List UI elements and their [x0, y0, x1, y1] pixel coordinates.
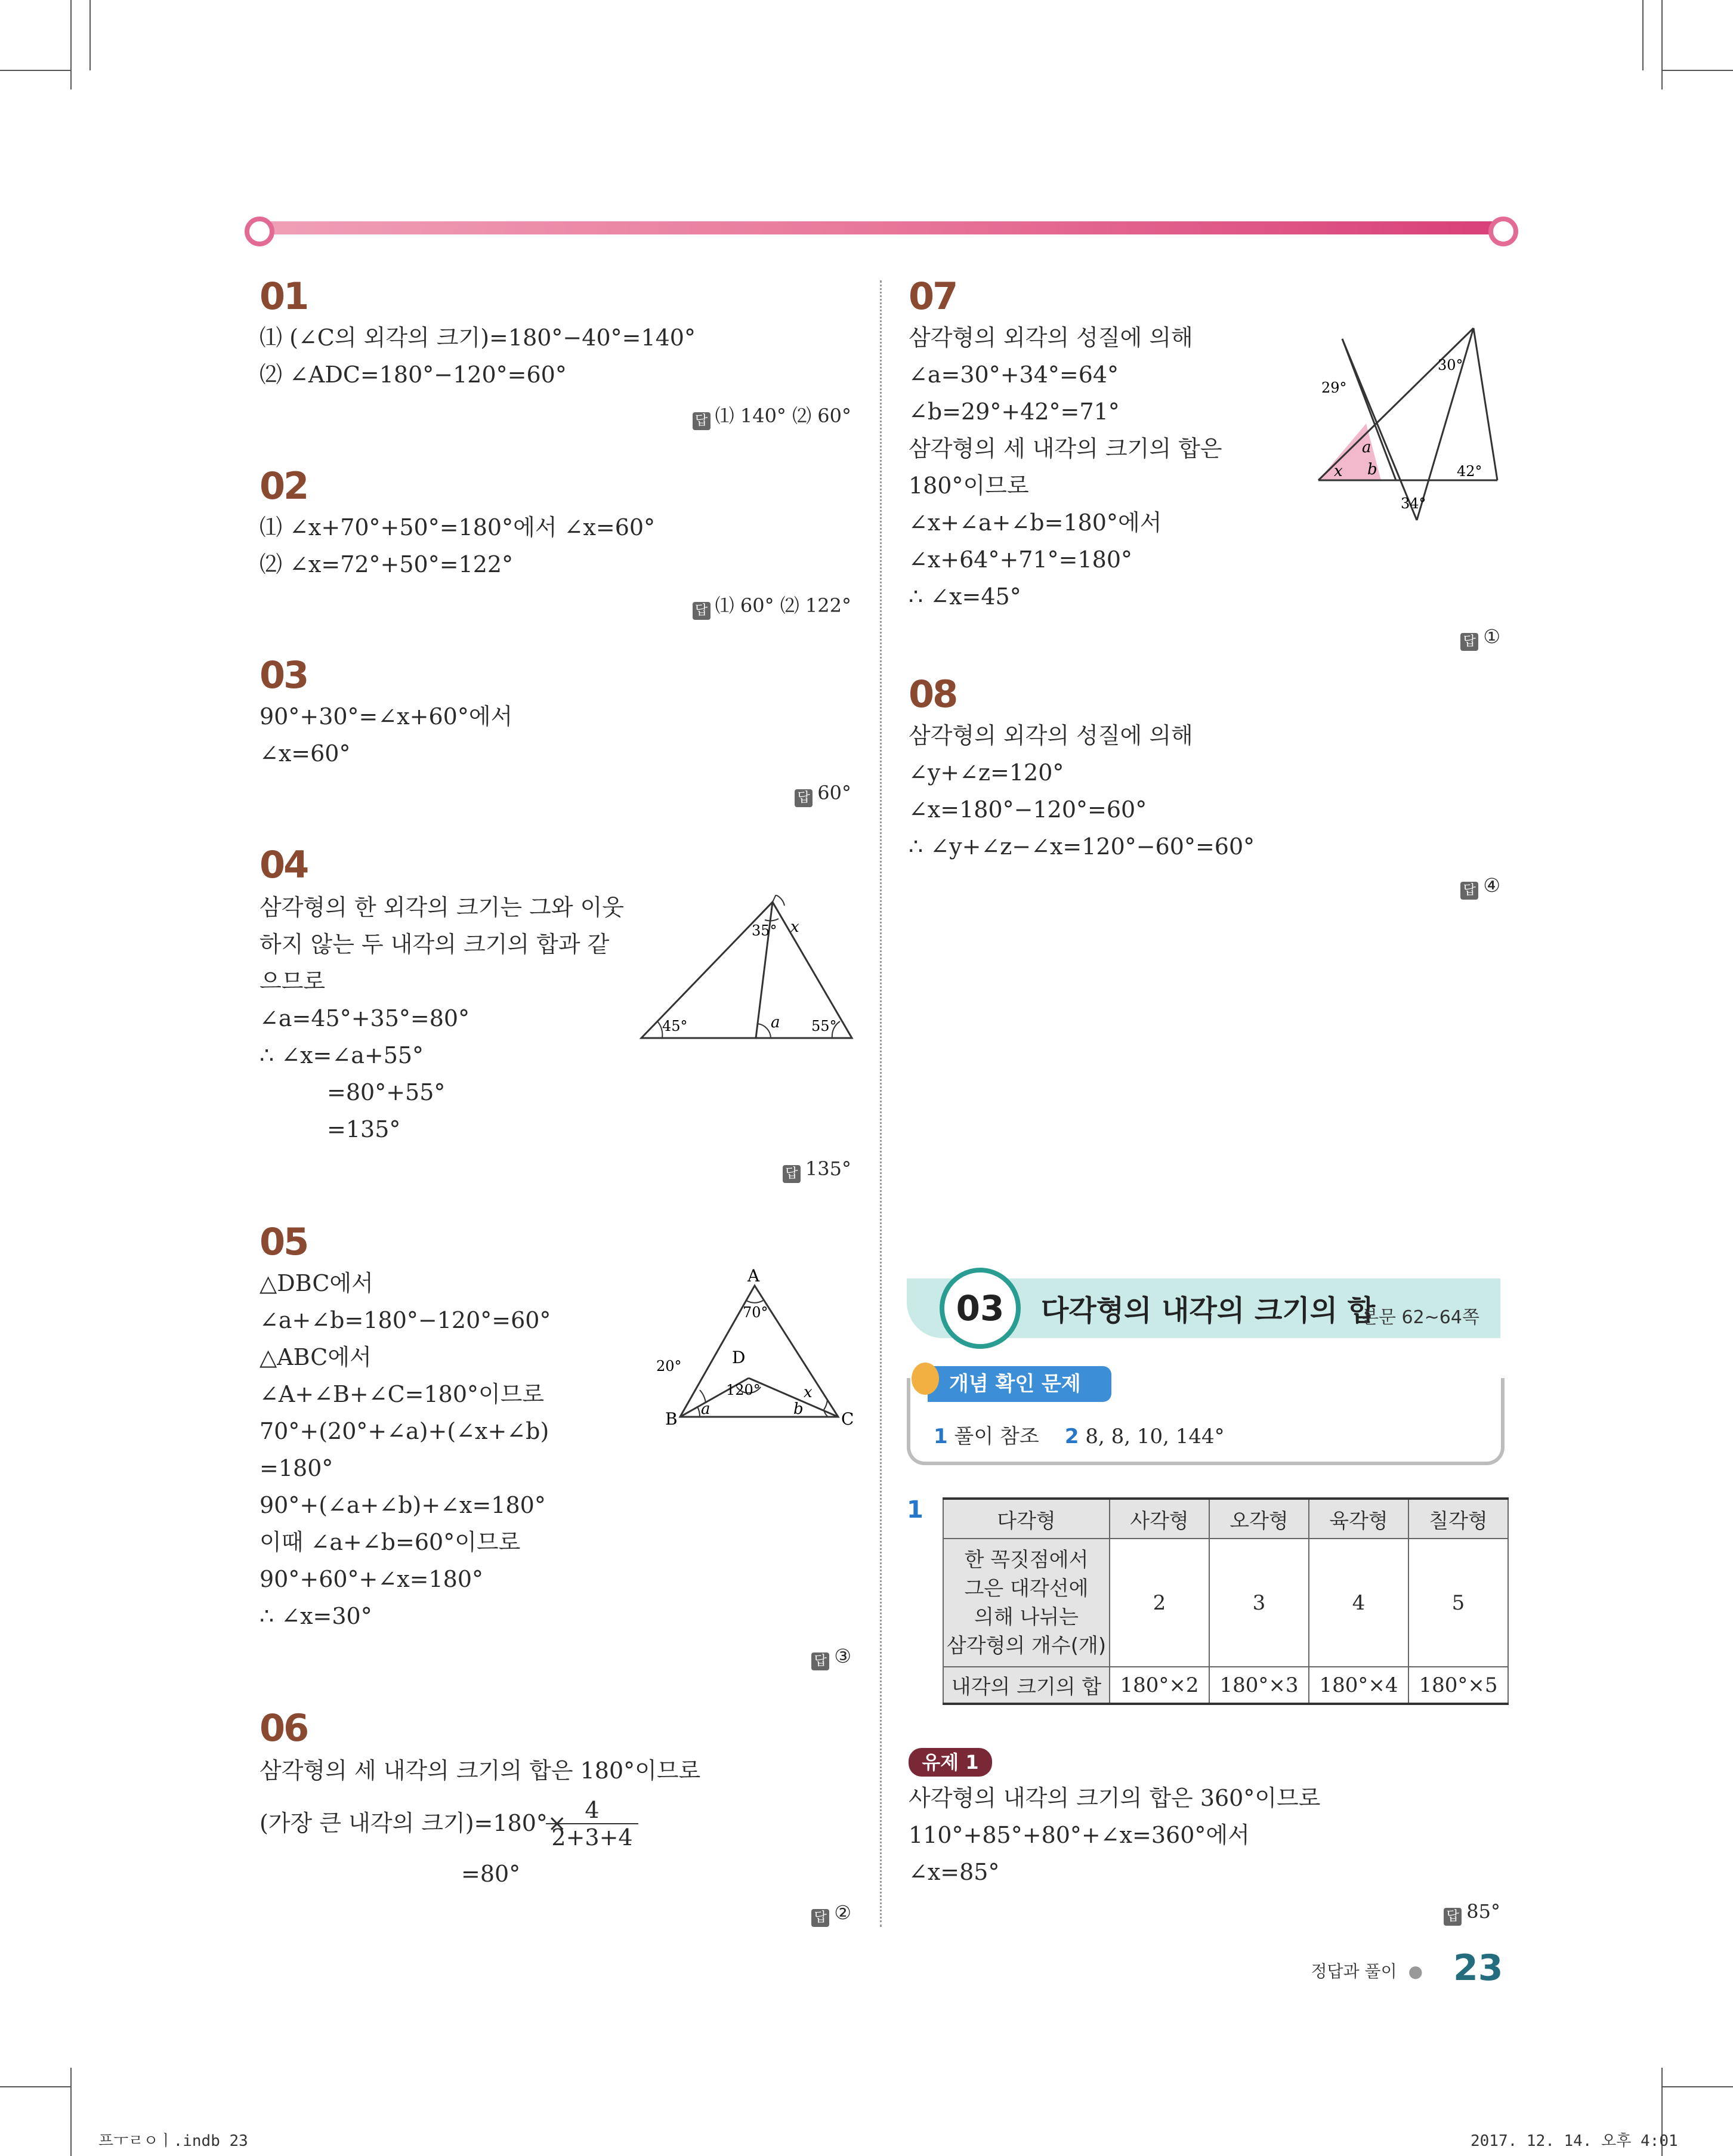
angle-label: b: [1367, 461, 1377, 478]
answer: [1460, 874, 1500, 900]
angle-label: a: [771, 1014, 780, 1031]
angle-label: 30°: [1438, 357, 1463, 373]
fraction-numerator: 4: [546, 1797, 638, 1824]
problem-number: 08: [909, 672, 957, 716]
table-header: 다각형: [943, 1499, 1110, 1539]
answer-text: 85°: [1466, 1900, 1500, 1923]
answer: [693, 591, 851, 620]
answer-badge-icon: 답: [811, 1909, 829, 1927]
print-info-right: 2017. 12. 14. 오후 4:01: [1471, 2132, 1678, 2150]
crop-mark: [1663, 70, 1733, 71]
solution-line: ∴ ∠x=∠a+55°: [260, 1042, 424, 1068]
star-figure-07: [1312, 322, 1509, 549]
answer: [811, 1901, 851, 1927]
problem-number: 01: [260, 274, 308, 318]
table-cell: 180°×2: [1110, 1667, 1209, 1704]
row-header: [943, 1539, 1110, 1667]
table-header: 칠각형: [1408, 1499, 1508, 1539]
angle-label: x: [790, 918, 799, 936]
column-divider: [880, 280, 882, 1927]
fraction-denominator: 2+3+4: [551, 1824, 633, 1851]
answer: [693, 401, 851, 430]
section-title: 다각형의 내각의 크기의 합: [1041, 1294, 1376, 1327]
solution-line: 110°+85°+80°+∠x=360°에서: [909, 1822, 1250, 1848]
solution-line: (가장 큰 내각의 크기)=180°×: [260, 1810, 567, 1836]
angle-label: b: [793, 1400, 804, 1418]
solution-line: 사각형의 내각의 크기의 합은 360°이므로: [909, 1785, 1321, 1811]
row-header-line: 한 꼭짓점에서: [964, 1547, 1089, 1572]
solution-line: ∠x=180°−120°=60°: [909, 796, 1147, 823]
example-badge: 유제 1: [909, 1748, 992, 1777]
table-header: 오각형: [1209, 1499, 1309, 1539]
solution-line: ∴ ∠x=30°: [260, 1603, 372, 1629]
solution-line: 이때 ∠a+∠b=60°이므로: [260, 1529, 521, 1555]
concept-answers: [934, 1420, 1225, 1449]
solution-line: 삼각형의 외각의 성질에 의해: [909, 722, 1193, 749]
table-cell: 180°×5: [1408, 1667, 1508, 1704]
answer-badge-icon: 답: [783, 1165, 801, 1183]
bullet-icon: ●: [1408, 1962, 1423, 1981]
table-number: 1: [907, 1496, 923, 1524]
answer-badge-icon: 답: [1460, 633, 1478, 651]
vertex-label: C: [841, 1409, 854, 1429]
table-header: 육각형: [1309, 1499, 1408, 1539]
problem-number: 04: [260, 843, 308, 887]
table-cell: 5: [1408, 1539, 1508, 1667]
solution-line: 삼각형의 세 내각의 크기의 합은: [909, 435, 1222, 462]
table-cell: 4: [1309, 1539, 1408, 1667]
solution-line: =80°: [461, 1861, 521, 1887]
problem-number: 06: [260, 1706, 308, 1750]
table-row: [943, 1539, 1508, 1667]
angle-label: 45°: [662, 1018, 688, 1034]
crop-mark: [70, 0, 72, 89]
solution-line: ∠a+∠b=180°−120°=60°: [260, 1307, 551, 1333]
solution-line: △ABC에서: [260, 1344, 372, 1370]
solution-line: ⑴ ∠x+70°+50°=180°에서 ∠x=60°: [260, 514, 656, 540]
vertex-label: D: [732, 1348, 746, 1367]
solution-line: △DBC에서: [260, 1270, 373, 1296]
answer: [795, 782, 851, 807]
answer-text: ②: [834, 1901, 851, 1924]
angle-label: x: [1334, 462, 1343, 480]
footer-section-label: [1311, 1959, 1423, 1982]
crop-mark: [0, 2086, 70, 2087]
table-row: [943, 1667, 1508, 1704]
section-page-ref: 본문 62~64쪽: [1361, 1307, 1479, 1328]
row-header-line: 그은 대각선에: [964, 1576, 1089, 1601]
solution-line: 90°+60°+∠x=180°: [260, 1566, 484, 1592]
answer-badge-icon: 답: [1444, 1908, 1462, 1926]
solution-line: 90°+30°=∠x+60°에서: [260, 703, 513, 730]
answer-badge-icon: 답: [811, 1652, 829, 1670]
solution-line: 삼각형의 한 외각의 크기는 그와 이웃: [260, 894, 625, 921]
table-header-row: [943, 1499, 1508, 1539]
crop-mark: [89, 0, 91, 70]
answer: [1444, 1900, 1500, 1926]
answer-badge-icon: 답: [693, 602, 711, 620]
answer-badge-icon: 답: [693, 412, 711, 430]
fraction: [546, 1797, 638, 1851]
concept-check-tab: 개념 확인 문제: [928, 1366, 1111, 1402]
angle-label: 70°: [743, 1304, 768, 1321]
problem-number: 07: [909, 274, 957, 318]
solution-line: =180°: [260, 1455, 333, 1481]
solution-line: 삼각형의 외각의 성질에 의해: [909, 325, 1193, 351]
polygon-table: [943, 1497, 1509, 1705]
angle-label: a: [1362, 438, 1371, 456]
solution-line: ⑵ ∠x=72°+50°=122°: [260, 551, 514, 577]
angle-label: 29°: [1321, 379, 1347, 396]
solution-line: 90°+(∠a+∠b)+∠x=180°: [260, 1492, 546, 1518]
solution-line: ∠x=85°: [909, 1859, 1000, 1885]
answer: [811, 1645, 851, 1670]
solution-line: ∠b=29°+42°=71°: [909, 399, 1120, 425]
problem-number: 03: [260, 653, 308, 697]
solution-line: ∠a=30°+34°=64°: [909, 362, 1119, 388]
crop-mark: [1642, 0, 1644, 70]
solution-line: 하지 않는 두 내각의 크기의 합과 같: [260, 931, 610, 957]
table-cell: 2: [1110, 1539, 1209, 1667]
solution-line: ⑴ (∠C의 외각의 크기)=180°−40°=140°: [260, 325, 696, 351]
triangle-figure-05: [635, 1265, 874, 1438]
table-cell: 3: [1209, 1539, 1309, 1667]
solution-line: ∴ ∠x=45°: [909, 583, 1021, 610]
solution-line: 삼각형의 세 내각의 크기의 합은 180°이므로: [260, 1757, 701, 1784]
solution-line: ∠a=45°+35°=80°: [260, 1005, 470, 1031]
angle-label: a: [701, 1400, 711, 1418]
angle-label: 55°: [811, 1018, 837, 1034]
concept-item-text: 풀이 참조: [954, 1425, 1039, 1448]
solution-line: ∴ ∠y+∠z−∠x=120°−60°=60°: [909, 833, 1255, 860]
angle-label: 35°: [752, 922, 777, 939]
footer-section-text: 정답과 풀이: [1311, 1962, 1397, 1981]
angle-label: x: [804, 1383, 813, 1401]
angle-label: 42°: [1457, 463, 1482, 480]
crop-mark: [0, 70, 70, 71]
table-header: 사각형: [1110, 1499, 1209, 1539]
answer: [783, 1157, 851, 1183]
page-number: 23: [1453, 1947, 1503, 1989]
print-info-left: 프ㅜㄹㅇㅣ.indb 23: [98, 2132, 248, 2150]
angle-label: 20°: [656, 1358, 682, 1374]
solution-line: ∠x+64°+71°=180°: [909, 546, 1133, 573]
angle-label: 120°: [726, 1382, 761, 1398]
solution-line: ∠x=60°: [260, 740, 351, 767]
angle-label: 34°: [1401, 495, 1426, 512]
row-header: 내각의 크기의 합: [943, 1667, 1110, 1704]
vertex-label: B: [665, 1409, 678, 1429]
answer-text: ④: [1483, 874, 1500, 897]
lightbulb-icon: [912, 1363, 939, 1395]
header-bar-left-dot: [245, 217, 274, 246]
header-bar-right-dot: [1488, 217, 1518, 246]
solution-line: 으므로: [260, 968, 326, 994]
solution-line: =80°+55°: [327, 1079, 446, 1105]
problem-number: 05: [260, 1220, 308, 1264]
solution-line: =135°: [327, 1116, 401, 1142]
solution-line: ⑵ ∠ADC=180°−120°=60°: [260, 362, 567, 388]
answer-text: ⑴ 140° ⑵ 60°: [715, 404, 851, 427]
table-cell: 180°×4: [1309, 1667, 1408, 1704]
solution-line: ∠A+∠B+∠C=180°이므로: [260, 1381, 545, 1407]
row-header-line: 삼각형의 개수(개): [946, 1633, 1107, 1658]
answer-text: 60°: [817, 782, 851, 804]
answer: [1460, 625, 1500, 651]
answer-text: 135°: [805, 1157, 851, 1180]
crop-mark: [1661, 0, 1663, 89]
concept-item-text: 8, 8, 10, 144°: [1085, 1425, 1225, 1448]
row-header-line: 의해 나뉘는: [974, 1605, 1079, 1629]
table-cell: 180°×3: [1209, 1667, 1309, 1704]
solution-line: ∠x+∠a+∠b=180°에서: [909, 509, 1162, 536]
crop-mark: [1663, 2086, 1733, 2087]
concept-item-number: 1: [934, 1425, 948, 1448]
answer-text: ⑴ 60° ⑵ 122°: [715, 594, 851, 617]
crop-mark: [70, 2068, 72, 2156]
answer-text: ③: [834, 1645, 851, 1667]
triangle-figure-04: [638, 895, 859, 1044]
answer-badge-icon: 답: [1460, 882, 1478, 900]
vertex-label: A: [747, 1266, 760, 1286]
solution-line: ∠y+∠z=120°: [909, 759, 1064, 786]
answer-badge-icon: 답: [795, 789, 813, 807]
solution-line: 70°+(20°+∠a)+(∠x+∠b): [260, 1418, 549, 1444]
answer-text: ①: [1483, 625, 1500, 648]
header-bar: [248, 221, 1512, 234]
concept-item-number: 2: [1064, 1425, 1079, 1448]
section-number: 03: [940, 1268, 1021, 1349]
problem-number: 02: [260, 464, 308, 508]
solution-line: 180°이므로: [909, 472, 1029, 499]
